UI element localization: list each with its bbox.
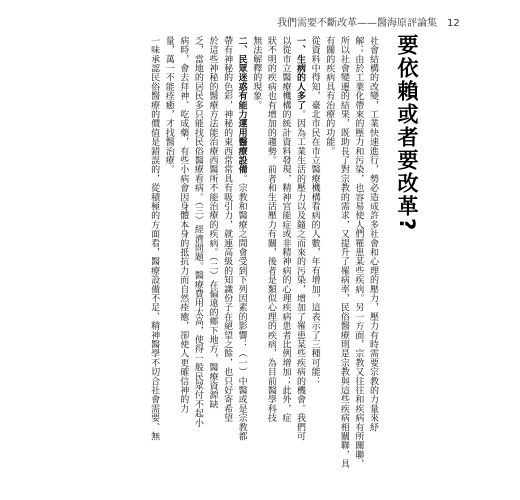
- running-header: [277, 14, 460, 29]
- text-line: 從資料中得知，臺北市民在市立醫療機構看病的人數，年有增加，這表示了三種可能：: [309, 36, 320, 386]
- text-line: 於這些神秘的醫療方法能治療西醫所不能治療的疾病。（二）在偏遠的鄉下地方，醫療資源缺: [207, 36, 218, 409]
- running-title: 我們需要不斷改革——醫海原評論集: [277, 18, 437, 29]
- text-line: 病時，會去拜神、吃成藥，有些小病會因身體本身的抵抗力而自然痊癒，卻使人更確信神的力: [178, 36, 189, 414]
- text-line: 量，萬一不能痊癒，才找醫治療。: [163, 36, 174, 174]
- text-line-section-two: [234, 36, 249, 484]
- text-line: 以從市立醫療機構的統計資料發現，精神官能症或非精神病的心理疾病患者比例增加；此外，症: [280, 36, 291, 423]
- text-line: 解；由於工業化帶來的壓力和污染，也容易使人們罹患某些疾病。另一方面，宗教又往往和疾病有所關聯，: [353, 36, 364, 469]
- section-heading-one: 一、生病的人多了: [295, 36, 306, 110]
- text-line: 一味承認民俗醫療的價值是錯誤的，從積極的方面看，醫療設備不足、精神醫學不切合社會需要、無: [149, 36, 160, 441]
- page-number: 12: [447, 18, 460, 29]
- section-title: 要依賴或者要改革?: [395, 34, 419, 233]
- text-line-section-one: [292, 36, 307, 484]
- text-line: 狀不明的疾病也有增加的趨勢。前者和生活壓力有關，後者是類似心理的疾病，為目前醫學科技: [265, 36, 276, 423]
- body-text: [108, 36, 380, 484]
- text-line: 乏，當地的居民多只能找民俗醫療看病。（三）經濟問題。醫療費用太高，使得一般民眾付不起小: [192, 36, 203, 428]
- section-text: 。因為工業生活的壓力以及隨之而來的污染，增加了罹患某些疾病的機會。我們可: [295, 109, 306, 441]
- section-heading-two: 二、民眾迷惑有能力運用醫療設備: [236, 36, 247, 174]
- text-line: 所以社會變遷的結果，既助長了對宗教的需求，又提升了罹病率，民俗醫療則是宗教與這些疾病相關聯，具: [338, 36, 349, 469]
- text-line: 社會結構的改變，工業快速進行，勢必造成許多社會和心理的壓力，壓力有時需要宗教的力量來紓: [368, 36, 378, 432]
- text-line: 有關的疾病具有治療的功能。: [324, 36, 335, 156]
- text-line: 無法解釋的現象。: [251, 36, 262, 110]
- text-line: 帶有神秘的色彩，神秘的東西常常具有吸引力，就連高級的知識份子在絕望之餘，也只好寄希望: [222, 36, 233, 423]
- section-text: 。宗教和醫療之間會受到下列因素的影響：（一）中醫或是宗教都: [236, 174, 247, 441]
